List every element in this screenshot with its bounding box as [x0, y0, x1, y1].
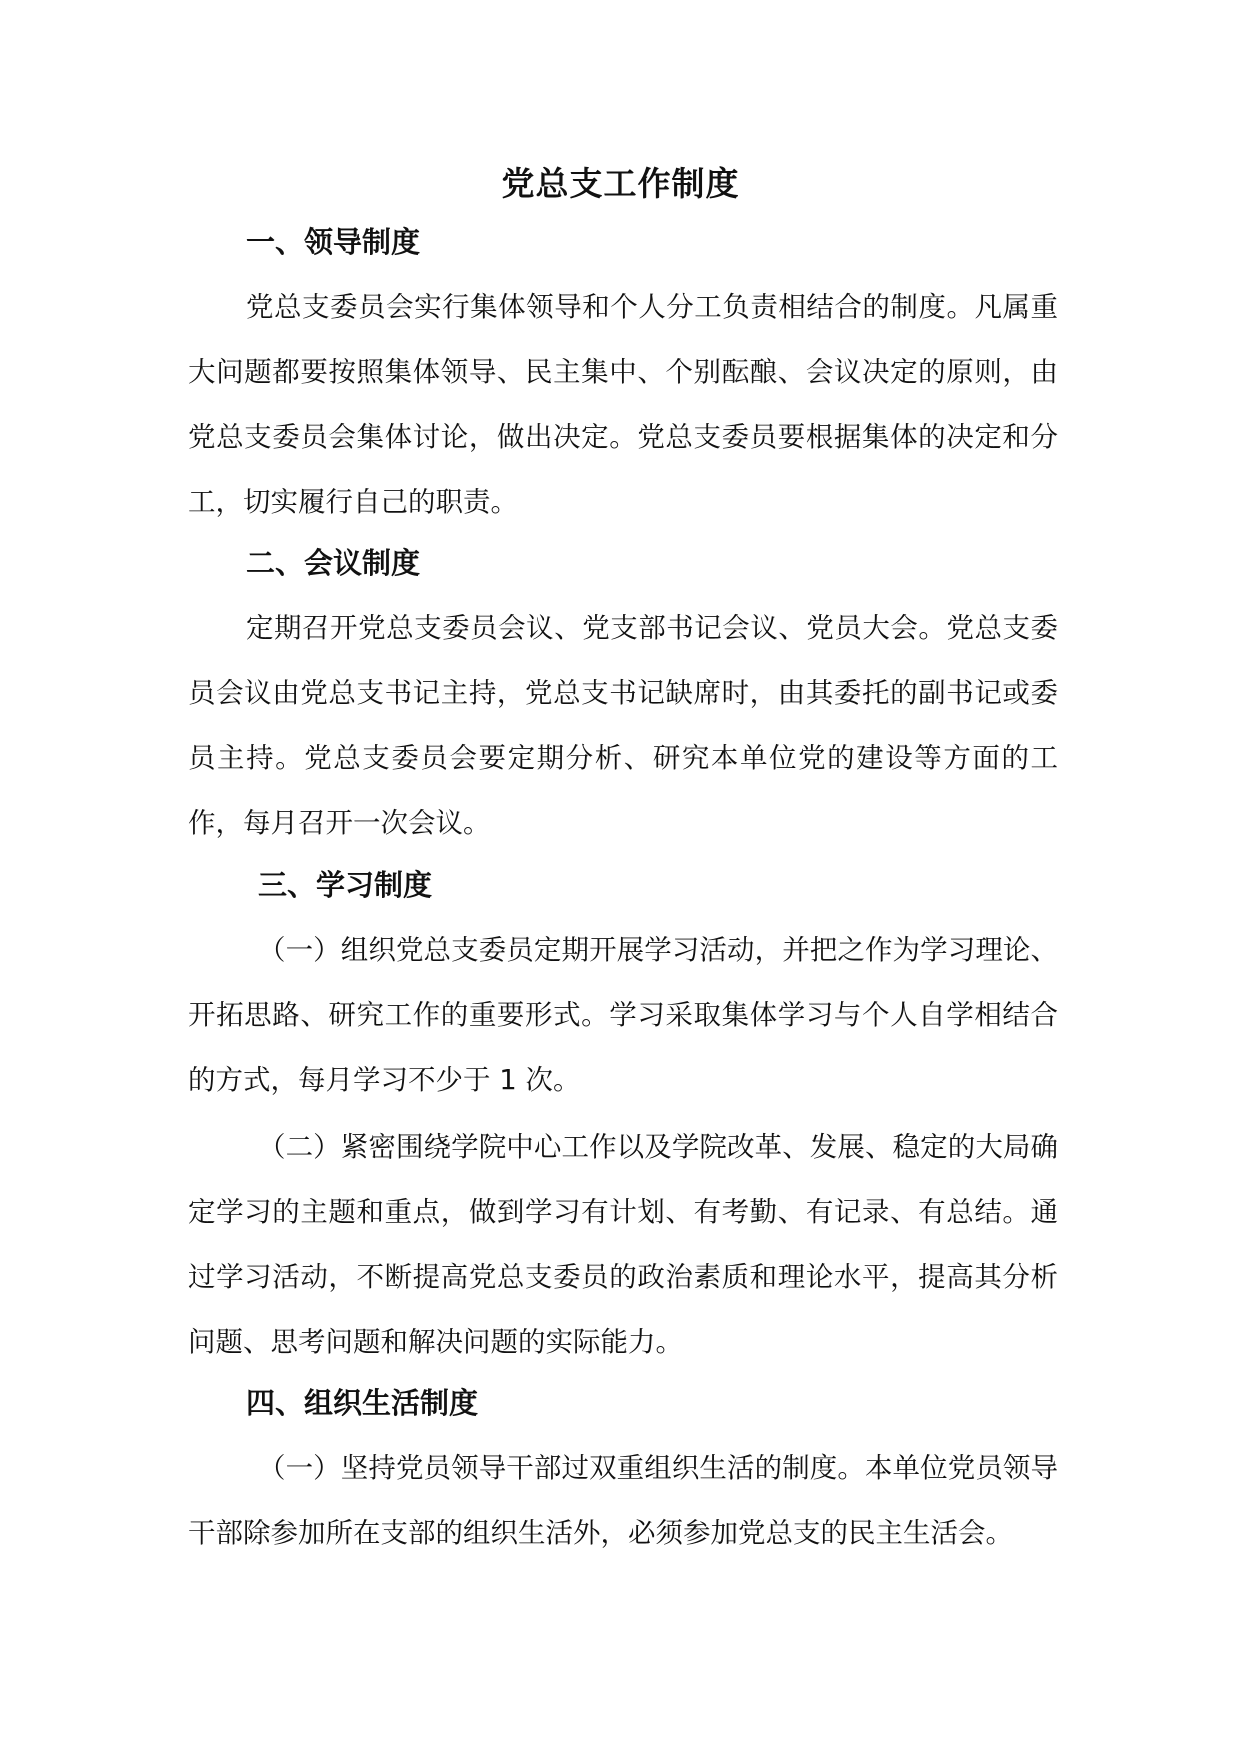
section-heading-leadership: 一、领导制度	[246, 225, 421, 259]
paragraph-leadership: 党总支委员会实行集体领导和个人分工负责相结合的制度。凡属重大问题都要按照集体领导、民主集中、个别酝酿、会议决定的原则，由党总支委员会集体讨论，做出决定。党总支委员要根据集体的决定和分工，切实履行自己的职责。	[188, 291, 1058, 518]
paragraph-meetings: 定期召开党总支委员会议、党支部书记会议、党员大会。党总支委员会议由党总支书记主持，党总支书记缺席时，由其委托的副书记或委员主持。党总支委员会要定期分析、研究本单位党的建设等方面的工作，每月召开一次会议。	[188, 612, 1058, 839]
paragraph-study-2: （二）紧密围绕学院中心工作以及学院改革、发展、稳定的大局确定学习的主题和重点，做到学习有计划、有考勤、有记录、有总结。通过学习活动，不断提高党总支委员的政治素质和理论水平，提高其分析问题、思考问题和解决问题的实际能力。	[188, 1131, 1058, 1358]
section-heading-organization-life: 四、组织生活制度	[246, 1386, 479, 1420]
section-heading-meetings: 二、会议制度	[246, 546, 421, 580]
paragraph-study-1: （一）组织党总支委员定期开展学习活动，并把之作为学习理论、开拓思路、研究工作的重要形式。学习采取集体学习与个人自学相结合的方式，每月学习不少于 1 次。	[188, 934, 1058, 1096]
paragraph-organization-life-1: （一）坚持党员领导干部过双重组织生活的制度。本单位党员领导干部除参加所在支部的组织生活外，必须参加党总支的民主生活会。	[188, 1452, 1058, 1549]
page-title: 党总支工作制度	[501, 164, 740, 203]
section-heading-study: 三、学习制度	[258, 868, 433, 902]
